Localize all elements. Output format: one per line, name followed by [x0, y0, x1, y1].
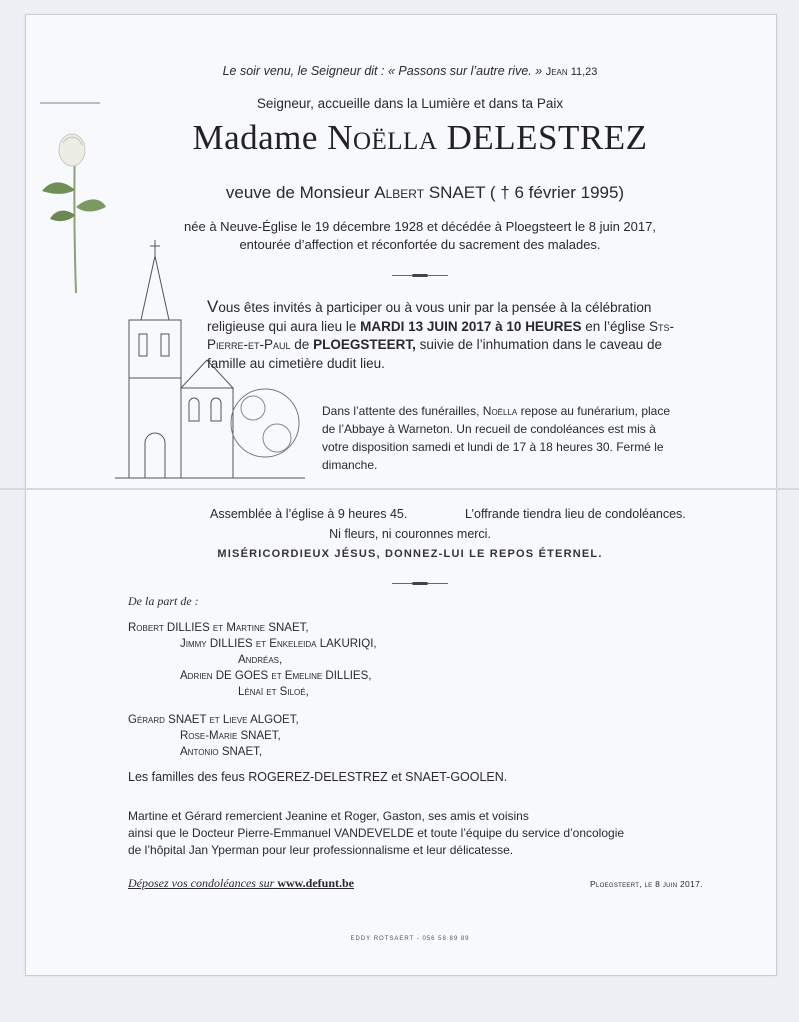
- family-member: Robert DILLIES et Martine SNAET,: [128, 622, 309, 634]
- family-member: Jimmy DILLIES et Enkeleida LAKURIQI,: [180, 638, 377, 650]
- deceased-name: Madame Noëlla DELESTREZ: [192, 118, 648, 157]
- sacrament-line: entourée d’affection et réconfortée du sacrement des malades.: [239, 237, 601, 252]
- family-member: Adrien DE GOES et Emeline DILLIES,: [180, 670, 372, 682]
- assembly-time: Assemblée à l’église à 9 heures 45.: [210, 507, 408, 521]
- thanks-text: Martine et Gérard remercient Jeanine et Roger, Gaston, ses amis et voisins ainsi que le Docteur Pierre-Emmanuel VANDEVELDE et toute l’équipe du service d’oncologie de l’hôpital Jan Yperman pour leur professionnalisme et leur délicatesse.: [128, 809, 625, 857]
- epigraph: Le soir venu, le Seigneur dit : « Passons sur l’autre rive. » Jean 11,23: [222, 64, 598, 78]
- separator: [392, 582, 448, 585]
- invitation-text: Vous êtes invités à participer ou à vous unir par la pensée à la célébration religieuse qui aura lieu le MARDI 13 JUIN 2017 à 10 HEURES en l’église Sts-Pierre-et-Paul de PLOEGSTEERT, suivie de l’inhumation dans le caveau de famille au cimetière dudit lieu.: [207, 297, 675, 371]
- family-member: Gérard SNAET et Lieve ALGOET,: [128, 714, 299, 726]
- family-member: Andréas,: [238, 654, 283, 666]
- rose-icon: [30, 95, 110, 295]
- paper-fold-line: [0, 488, 799, 490]
- separator: [392, 274, 448, 277]
- place-date: Ploegsteert, le 8 juin 2017.: [590, 879, 703, 889]
- funerarium-text: Dans l’attente des funérailles, Noëlla repose au funérarium, place de l’Abbaye à Warneton. Un recueil de condoléances est mis à votre disposition samedi et lundi de 17 à 18 heures 30. Fermé le dimanche.: [322, 404, 671, 472]
- family-member: Antonio SNAET,: [180, 746, 263, 758]
- from-label: De la part de :: [128, 594, 199, 608]
- condolences-link[interactable]: Déposez vos condoléances sur www.defunt.be: [128, 876, 354, 890]
- printer-credit: EDDY ROTSAERT - 056 58 89 89: [350, 936, 470, 942]
- no-flowers-note: Ni fleurs, ni couronnes merci.: [329, 527, 491, 541]
- family-member: Rose-Marie SNAET,: [180, 730, 281, 742]
- widow-line: veuve de Monsieur Albert SNAET ( † 6 février 1995): [225, 183, 625, 202]
- prayer-line: MISÉRICORDIEUX JÉSUS, DONNEZ-LUI LE REPOS ÉTERNEL.: [217, 548, 603, 560]
- birth-death-line: née à Neuve-Église le 19 décembre 1928 et décédée à Ploegsteert le 8 juin 2017,: [184, 219, 656, 234]
- family-member: Lénaï et Siloé,: [238, 686, 309, 698]
- offering-note: L’offrande tiendra lieu de condoléances.: [465, 507, 686, 521]
- subtitle: Seigneur, accueille dans la Lumière et dans ta Paix: [256, 96, 564, 111]
- families-line: Les familles des feus ROGEREZ-DELESTREZ et SNAET-GOOLEN.: [128, 770, 508, 784]
